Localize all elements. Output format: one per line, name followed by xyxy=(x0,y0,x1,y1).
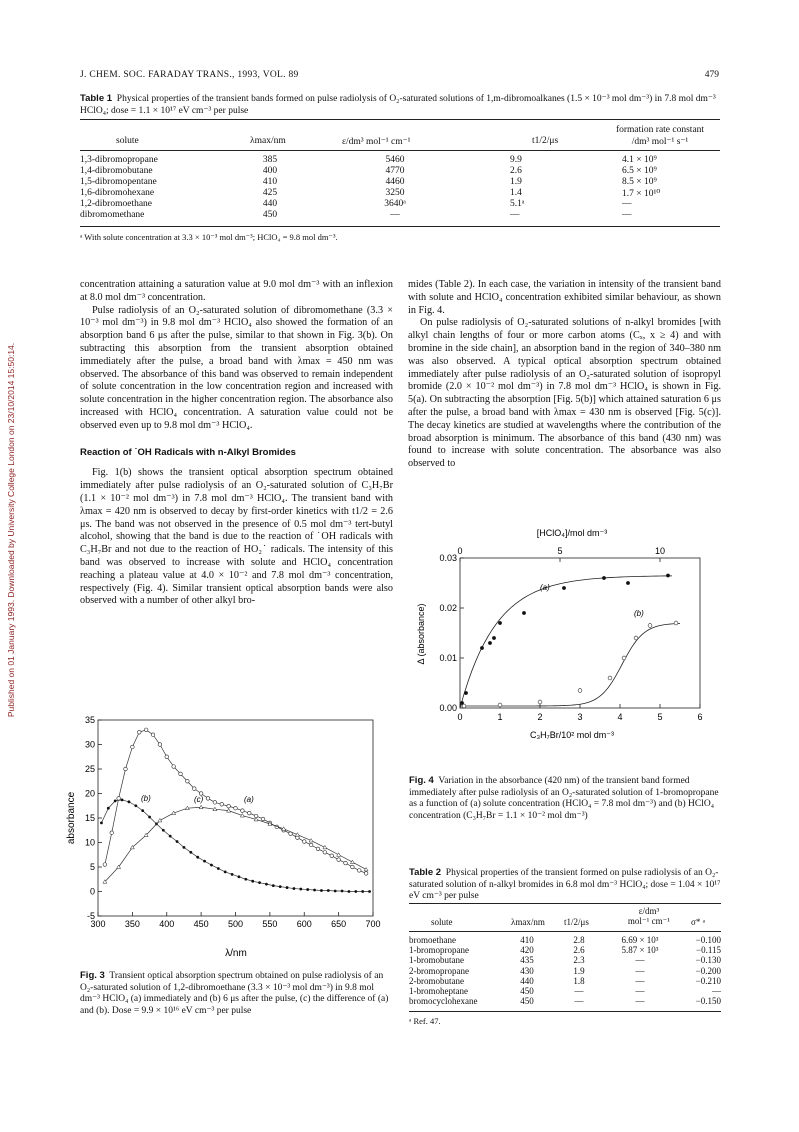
table-cell: — xyxy=(635,965,645,976)
fig3-point-a xyxy=(124,767,128,771)
table-cell: 430 xyxy=(520,965,534,976)
table-cell: dibromomethane xyxy=(80,210,145,220)
fig3-point-c xyxy=(323,845,327,849)
fig3-point-a xyxy=(357,869,361,873)
table1-header-rate-1: formation rate constant xyxy=(615,125,705,135)
table-cell: 450 xyxy=(262,210,278,220)
fig3-ylabel: absorbance xyxy=(66,791,77,845)
body-paragraph: Pulse radiolysis of an O₂-saturated solution of dibromomethane (3.3 × 10⁻³ mol dm⁻³) in 9.8 mol dm⁻³ HClO₄ also showed the formation of an absorption band 6 μs after the pulse, similar to that shown in Fig. 3(b). On subtracting this absorption from the transient absorption obtained immediately after the pulse, a broad band with λmax = 450 nm was observed. The absorbance of this band was observed to remain independent of solute concentration in the low concentration region and increased with solute concentration in the higher concentration region. The absorbance also increased with HClO₄ concentration. A saturation value could not be observed even up to 9.8 mol dm⁻³ HClO₄. xyxy=(80,304,393,431)
table-cell: −0.200 xyxy=(695,965,721,976)
table2-grid xyxy=(409,935,721,1006)
table-cell: −0.210 xyxy=(695,975,721,986)
table-cell: — xyxy=(635,986,645,997)
body-paragraph: concentration attaining a saturation value at 9.0 mol dm⁻³ with an inflexion at 8.0 mol dm⁻³ concentration. xyxy=(80,279,393,303)
table1-body xyxy=(80,155,720,221)
fig3-point-b xyxy=(251,880,254,883)
fig3-point-a xyxy=(247,811,251,815)
table-cell: 1-bromobutane xyxy=(409,955,464,966)
table-row xyxy=(409,966,721,976)
table-cell: 1.7 × 10¹⁰ xyxy=(622,189,661,199)
fig4-point-a xyxy=(480,646,484,650)
fig4-x2tick-label: 10 xyxy=(654,546,666,556)
fig3-point-b xyxy=(128,800,131,803)
table-cell: 5.1ᵃ xyxy=(510,199,525,209)
table2-caption-text: Physical properties of the transient formed on pulse radiolysis of an O₂-saturated solution of n-alkyl bromides in 6.8 mol dm⁻³ HClO₄; dose = 1.04 × 10¹⁷ eV cm⁻³ per pulse xyxy=(409,868,721,901)
table-cell: 6.5 × 10⁹ xyxy=(622,166,657,176)
table-cell: 450 xyxy=(520,986,534,997)
fig3-point-b xyxy=(183,846,186,849)
fig3-point-b xyxy=(107,807,110,810)
table-row xyxy=(80,166,720,177)
table-cell: 3640ᵃ xyxy=(384,199,406,209)
table-cell: 440 xyxy=(520,975,534,986)
fig3-point-c xyxy=(350,860,354,864)
fig4-curve-b xyxy=(460,623,680,706)
fig3-point-a xyxy=(186,779,190,783)
table-row xyxy=(80,155,720,166)
table-cell: bromoethane xyxy=(409,935,456,946)
fig4-point-b xyxy=(578,689,582,693)
fig4-series-a-label: (a) xyxy=(540,583,550,592)
table-cell: 1.8 xyxy=(573,975,585,986)
table-cell: 2.6 xyxy=(510,166,522,176)
fig3-point-c xyxy=(337,853,341,857)
fig4-point-a xyxy=(562,586,566,590)
table-cell: −0.100 xyxy=(695,935,721,946)
fig3-xtick-label: 300 xyxy=(90,919,106,929)
download-watermark: Published on 01 January 1993. Downloaded by University College London on 23/10/2014 15:50:14. xyxy=(6,342,16,718)
fig4-xtick-label: 4 xyxy=(617,712,623,722)
fig4-series-b-label: (b) xyxy=(634,609,644,618)
fig3-point-b xyxy=(361,890,364,893)
table2-header-lambda: λmax/nm xyxy=(511,917,545,927)
fig3-point-b xyxy=(348,890,351,893)
fig4-point-a xyxy=(602,576,606,580)
fig3-point-a xyxy=(110,831,114,835)
table-row xyxy=(409,935,721,945)
fig3-point-a xyxy=(330,854,334,858)
fig3-point-a xyxy=(234,806,238,810)
table-row xyxy=(80,210,720,221)
fig3-point-b xyxy=(162,829,165,832)
fig4-point-a xyxy=(666,574,670,578)
table1-caption xyxy=(80,93,720,117)
fig3-xtick-label: 350 xyxy=(124,919,140,929)
table-cell: 3250 xyxy=(385,188,405,198)
table2-header-t-half: t1/2/μs xyxy=(564,917,589,927)
table-cell: — xyxy=(574,996,584,1007)
table-cell: 435 xyxy=(520,955,534,966)
fig3-point-b xyxy=(320,889,323,892)
fig3-point-b xyxy=(244,878,247,881)
fig3-point-a xyxy=(241,809,245,813)
fig3-point-a xyxy=(172,765,176,769)
table-row xyxy=(80,177,720,188)
fig4-x2tick-label: 0 xyxy=(457,546,463,556)
fig3-point-b xyxy=(354,890,357,893)
fig4-point-b xyxy=(498,703,502,707)
fig3-point-b xyxy=(196,856,199,859)
fig3-point-c xyxy=(364,867,368,871)
fig4-curve-a xyxy=(460,576,672,708)
fig4-point-a xyxy=(626,581,630,585)
fig3-point-b xyxy=(286,886,289,889)
fig4-point-b xyxy=(538,700,542,704)
fig3-xtick-label: 400 xyxy=(159,919,175,929)
fig3-point-a xyxy=(213,801,217,805)
fig3-ytick-label: -5 xyxy=(86,911,95,921)
running-head-journal: J. CHEM. SOC. FARADAY TRANS., 1993, VOL. 89 xyxy=(80,70,299,80)
fig3-xtick-label: 600 xyxy=(296,919,312,929)
table-cell: 2.6 xyxy=(573,945,585,956)
table-cell: 410 xyxy=(520,935,534,946)
fig4-point-b xyxy=(648,624,652,628)
table-cell: 9.9 xyxy=(510,155,522,165)
table-cell: — xyxy=(622,199,632,209)
table-row xyxy=(409,955,721,965)
fig3-point-a xyxy=(192,787,196,791)
table2-header-eps-1: ε/dm³ xyxy=(638,906,660,916)
fig4-caption-label: Fig. 4 xyxy=(409,775,434,786)
fig4-xtick-label: 6 xyxy=(697,712,703,722)
fig3-point-b xyxy=(299,888,302,891)
fig4-point-b xyxy=(608,676,612,680)
fig3-caption xyxy=(80,970,395,1017)
fig3-point-b xyxy=(341,890,344,893)
fig3-xtick-label: 650 xyxy=(331,919,347,929)
body-paragraph: mides (Table 2). In each case, the variation in intensity of the transient band with solute and HClO₄ concentration exhibited similar behaviour, as shown in Fig. 4. xyxy=(408,279,721,316)
table-cell: 400 xyxy=(262,166,278,176)
table-cell: 5460 xyxy=(385,155,405,165)
fig3-point-a xyxy=(302,840,306,844)
fig4-caption xyxy=(409,775,721,822)
fig3-point-b xyxy=(114,799,117,802)
fig3-point-b xyxy=(293,887,296,890)
fig4-point-a xyxy=(498,621,502,625)
fig3-point-b xyxy=(148,816,151,819)
table-cell: 1,4-dibromobutane xyxy=(80,166,153,176)
table1-header-epsilon: ε/dm³ mol⁻¹ cm⁻¹ xyxy=(342,137,411,147)
fig3-point-b xyxy=(265,883,268,886)
table-cell: 2.3 xyxy=(573,955,585,966)
table-cell: — xyxy=(712,986,721,997)
fig4-chart xyxy=(412,524,722,754)
table-cell: 425 xyxy=(262,188,278,198)
fig3-point-b xyxy=(203,860,206,863)
table2-header xyxy=(409,906,721,930)
table-cell: 1.9 xyxy=(573,965,585,976)
table1-label: Table 1 xyxy=(80,93,113,104)
table-cell: 1.4 xyxy=(510,188,522,198)
fig3-xlabel: λ/nm xyxy=(225,948,247,959)
table-cell: 2.8 xyxy=(573,935,585,946)
section-heading: Reaction of ˙OH Radicals with n-Alkyl Bromides xyxy=(80,446,296,458)
table2-footnote: ᵃ Ref. 47. xyxy=(409,1016,441,1026)
fig4-xtick-label: 0 xyxy=(457,712,463,722)
fig3-xtick-label: 550 xyxy=(262,919,278,929)
table-cell: 1,6-dibromohexane xyxy=(80,188,155,198)
fig4-xtick-label: 1 xyxy=(497,712,503,722)
fig4-point-b xyxy=(674,621,678,625)
fig3-frame xyxy=(98,720,373,916)
fig3-point-b xyxy=(231,873,234,876)
fig3-point-b xyxy=(334,890,337,893)
table2-body xyxy=(409,935,721,1006)
fig3-caption-label: Fig. 3 xyxy=(80,970,105,981)
fig4-ytick-label: 0.01 xyxy=(439,653,457,663)
fig3-point-b xyxy=(141,809,144,812)
fig3-point-a xyxy=(117,797,121,801)
fig3-point-a xyxy=(179,772,183,776)
table1-footnote: ᵃ With solute concentration at 3.3 × 10⁻³ mol dm⁻³; HClO₄ = 9.8 mol dm⁻³. xyxy=(80,232,338,242)
table-cell: — xyxy=(390,210,400,220)
fig3-chart xyxy=(58,708,381,970)
fig3-legend-b: (b) xyxy=(141,794,151,803)
fig3-point-b xyxy=(217,867,220,870)
fig3-point-b xyxy=(279,885,282,888)
fig3-point-b xyxy=(169,835,172,838)
fig4-xtick-label: 3 xyxy=(577,712,583,722)
table2-header-solute: solute xyxy=(431,917,453,927)
fig3-point-a xyxy=(364,872,368,876)
fig3-point-a xyxy=(344,861,348,865)
table-cell: — xyxy=(635,996,645,1007)
fig3-point-a xyxy=(227,804,231,808)
page-number: 479 xyxy=(704,70,719,80)
table-cell: 2-bromobutane xyxy=(409,975,464,986)
fig3-point-b xyxy=(258,881,261,884)
fig3-legend-a: (a) xyxy=(244,795,254,804)
fig4-caption-text: Variation in the absorbance (420 nm) of the transient band formed immediately after pulse radiolysis of an O₂-saturated solution of 1-bromopropane as a function of (a) solute concentration (HClO₄ = 7.8 mol dm⁻³) and (b) HClO₄ concentration (C₃H₇Br = 1.1 × 10⁻² mol dm⁻³) xyxy=(409,776,719,821)
table-cell: 4460 xyxy=(385,177,405,187)
fig3-point-b xyxy=(327,889,330,892)
table-cell: 420 xyxy=(520,945,534,956)
table-cell: 1-bromopropane xyxy=(409,945,469,956)
table-row xyxy=(409,996,721,1006)
table-cell: 4.1 × 10⁹ xyxy=(622,155,657,165)
fig4-point-a xyxy=(522,611,526,615)
table2-caption xyxy=(409,867,721,903)
fig3-point-a xyxy=(165,755,169,759)
fig3-ytick-label: 25 xyxy=(84,764,95,774)
fig4-point-a xyxy=(492,636,496,640)
table1-header-lambda: λmax/nm xyxy=(250,136,286,146)
right-column xyxy=(408,279,721,471)
table-row xyxy=(80,199,720,210)
table-row xyxy=(409,945,721,955)
fig3-xtick-label: 500 xyxy=(227,919,244,929)
fig3-legend-c: (c) xyxy=(194,795,204,804)
fig3-point-a xyxy=(144,728,148,732)
table-cell: — xyxy=(635,955,645,966)
table-cell: — xyxy=(510,210,520,220)
fig3-point-a xyxy=(137,730,141,734)
table-cell: — xyxy=(574,986,584,997)
fig3-point-a xyxy=(261,817,265,821)
fig3-point-b xyxy=(134,804,137,807)
fig4-point-a xyxy=(488,641,492,645)
fig3-ytick-label: 15 xyxy=(84,813,95,823)
fig4-ytick-label: 0.03 xyxy=(439,553,457,563)
table2-label: Table 2 xyxy=(409,867,442,878)
table-cell: −0.130 xyxy=(695,955,721,966)
fig3-point-a xyxy=(337,858,341,862)
fig3-xtick-label: 450 xyxy=(193,919,209,929)
fig3-ytick-label: 0 xyxy=(89,886,95,897)
fig3-point-b xyxy=(210,864,213,867)
fig4-ytick-label: 0.00 xyxy=(439,703,457,713)
fig3-series-line xyxy=(105,807,366,881)
table1-header xyxy=(80,124,720,148)
fig3-point-a xyxy=(309,843,313,847)
table-cell: 4770 xyxy=(385,166,405,176)
fig4-point-b xyxy=(634,636,638,640)
fig3-point-b xyxy=(272,884,275,887)
table-row xyxy=(409,976,721,986)
fig3-series-line xyxy=(101,800,369,892)
fig4-xtick-label: 2 xyxy=(537,712,543,722)
fig3-point-a xyxy=(151,733,155,737)
fig3-point-b xyxy=(176,840,179,843)
fig3-point-a xyxy=(131,745,135,749)
fig3-ytick-label: 35 xyxy=(84,715,95,725)
table-cell: −0.115 xyxy=(696,945,721,956)
table-cell: 1,2-dibromoethane xyxy=(80,199,153,209)
fig4-ytick-label: 0.02 xyxy=(439,603,457,613)
fig3-point-b xyxy=(189,851,192,854)
fig4-ylabel: Δ (absorbance) xyxy=(416,603,426,665)
table-row xyxy=(409,986,721,996)
body-paragraph: On pulse radiolysis of O₂-saturated solutions of n-alkyl bromides [with alkyl chain lengths of four or more carbon atoms (Cₓ, x ≥ 4) and with bromine in the side chain], an absorption band in the region of 340–380 nm was also observed. A typical optical absorption spectrum obtained immediately after pulse radiolysis of an O₂-saturated solution of isopropyl bromide (2.0 × 10⁻² mol dm⁻³) in 7.8 mol dm⁻³ HClO₄ is shown in Fig. 5(a). On subtracting the absorption [Fig. 5(b)] which attained saturation 6 μs after the pulse, a broad band with λmax = 430 nm is observed [Fig. 5(c)]. The decay kinetics are studied at wavelengths where the contribution of the broad absorption is minimum. The absorbance of this band (430 nm) was found to increase with solute concentration. The absorbance was also observed to xyxy=(408,317,721,470)
fig3-point-a xyxy=(103,863,107,867)
fig3-point-a xyxy=(206,797,210,801)
table-cell: 1,5-dibromopentane xyxy=(80,177,157,187)
fig3-point-b xyxy=(224,871,227,874)
fig3-point-b xyxy=(306,888,309,891)
fig4-top-label: [HClO₄]/mol dm⁻³ xyxy=(536,528,608,538)
fig4-x2tick-label: 5 xyxy=(557,546,563,556)
table1-caption-text: Physical properties of the transient bands formed on pulse radiolysis of O₂-saturated solutions of 1,m-dibromoalkanes (1.5 × 10⁻³ mol dm⁻³) in 7.8 mol dm⁻³ HClO₄; dose = 1.1 × 10¹⁷ eV cm⁻³ per pulse xyxy=(80,94,716,116)
fig3-point-b xyxy=(313,889,316,892)
table1-header-rate-2: /dm³ mol⁻¹ s⁻¹ xyxy=(631,137,689,147)
table-cell: 1.9 xyxy=(510,177,522,187)
fig3-point-c xyxy=(158,818,162,822)
table1-header-t-half: t1/2/μs xyxy=(532,136,559,146)
fig3-point-a xyxy=(220,802,224,806)
table2-header-sigma: σ* ᵃ xyxy=(691,917,706,927)
fig3-point-a xyxy=(158,743,162,747)
table-cell: 6.69 × 10³ xyxy=(621,935,659,946)
fig3-point-a xyxy=(323,851,327,855)
fig3-point-b xyxy=(121,798,124,801)
fig3-xtick-label: 700 xyxy=(365,919,381,929)
fig4-point-b xyxy=(622,656,626,660)
table1-header-solute: solute xyxy=(116,136,139,146)
fig3-ytick-label: 20 xyxy=(84,788,95,799)
fig3-point-a xyxy=(316,847,320,851)
table-cell: 1,3-dibromopropane xyxy=(80,155,158,165)
fig3-point-b xyxy=(100,822,103,825)
fig3-ytick-label: 10 xyxy=(84,837,95,848)
table-row xyxy=(80,188,720,199)
table-cell: 5.87 × 10³ xyxy=(621,945,659,956)
fig3-point-b xyxy=(368,890,371,893)
fig3-ytick-label: 30 xyxy=(84,739,95,750)
table-cell: bromocyclohexane xyxy=(409,996,478,1007)
fig4-xlabel: C₃H₇Br/10² mol dm⁻³ xyxy=(529,730,615,740)
table-cell: −0.150 xyxy=(695,996,721,1007)
table-cell: 385 xyxy=(262,155,278,165)
table-cell: 1-bromoheptane xyxy=(409,986,468,997)
table-cell: 410 xyxy=(262,177,278,187)
fig4-point-a xyxy=(464,691,468,695)
table1-grid xyxy=(80,155,720,221)
table2-header-eps-2: mol⁻¹ cm⁻¹ xyxy=(627,916,671,926)
table-cell: 440 xyxy=(262,199,278,209)
fig3-point-a xyxy=(351,865,355,869)
left-column xyxy=(80,279,393,608)
body-paragraph: Fig. 1(b) shows the transient optical absorption spectrum obtained immediately after pulse radiolysis of an O₂-saturated solution of C₃H₇Br (1.1 × 10⁻² mol dm⁻³) in 7.8 mol dm⁻³ HClO₄. The transient band with λmax = 420 nm is observed to decay by first-order kinetics with t1/2 = 2.6 μs. The band was not observed in the presence of 0.5 mol dm⁻³ tert-butyl alcohol, showing that the band is due to the reaction of ˙OH radicals with C₃H₇Br and not due to the reaction of HO₂˙ radicals. The intensity of this band was observed to increase with solute and HClO₄ concentration reaching a plateau value at 4.0 × 10⁻² and 7.8 mol dm⁻³ concentration, respectively (Fig. 4). Similar transient optical absorption bands were also observed with a number of other alkyl bro- xyxy=(80,467,393,607)
fig3-caption-text: Transient optical absorption spectrum obtained on pulse radiolysis of an O₂-saturated solution of 1,2-dibromoethane (3.3 × 10⁻³ mol dm⁻³) in 9.8 mol dm⁻³ HClO₄ (a) immediately and (b) 6 μs after the pulse, (c) the difference of (a) and (b). Dose = 9.9 × 10¹⁶ eV cm⁻³ per pulse xyxy=(80,971,389,1016)
fig3-ytick-label: 5 xyxy=(89,862,95,872)
fig3-point-b xyxy=(238,875,241,878)
table-cell: 8.5 × 10⁹ xyxy=(622,177,657,187)
table-cell: — xyxy=(622,210,632,220)
table-cell: — xyxy=(635,975,645,986)
table-cell: 450 xyxy=(520,996,534,1007)
table-cell: 2-bromopropane xyxy=(409,965,469,976)
fig4-xtick-label: 5 xyxy=(657,712,663,722)
fig4-point-b xyxy=(462,704,466,708)
